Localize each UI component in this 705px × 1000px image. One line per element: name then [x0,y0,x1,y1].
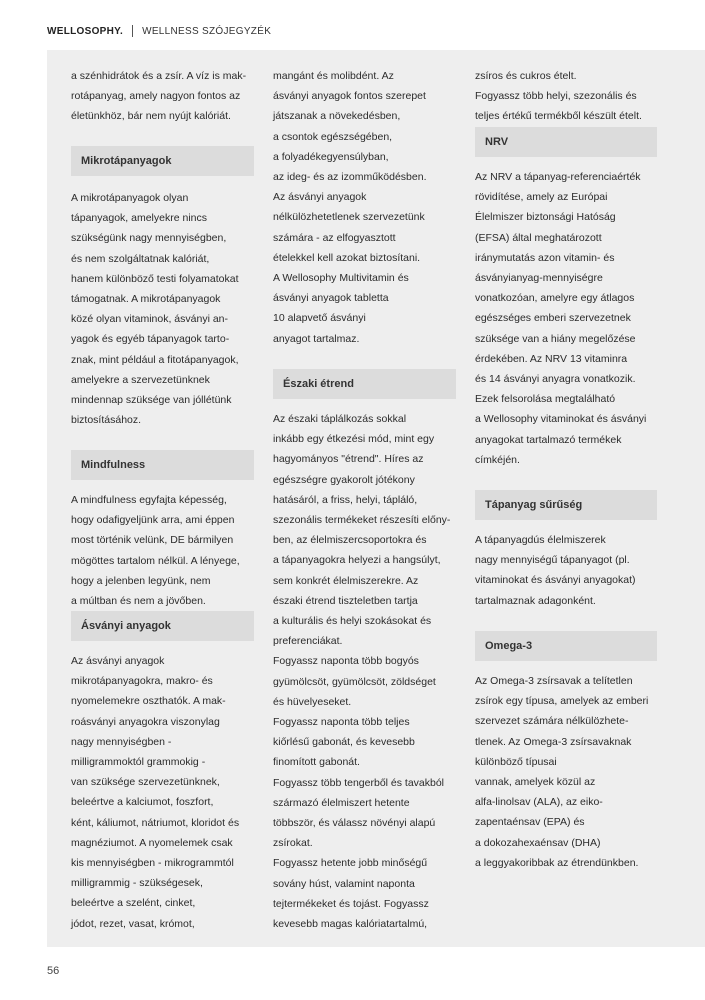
text-line: vitaminokat és ásványi anyagokat) [475,574,636,587]
section-text [273,409,465,934]
text-line: tartalmaznak adagonként. [475,594,596,607]
text-line: mindennap szüksége van jóllétünk [71,394,232,407]
text-line: ásványi anyagok tabletta [273,292,389,305]
text-line: közé olyan vitaminok, ásványi an- [71,313,228,326]
text-line: a tápanyagokra helyezi a hangsúlyt, [273,554,441,567]
text-line: ként, káliumot, nátriumot, kloridot és [71,816,240,829]
text-line: A tápanyagdús élelmiszerek [475,534,606,546]
text-line: roásványi anyagokra viszonylag [71,715,220,728]
text-line: teljes értékű termékből készült ételt. [475,110,642,123]
text-line: ételekkel kell azokat biztosítani. [273,251,421,264]
section-text [475,671,665,873]
text-line: életünkhöz, bár nem nyújt kalóriát. [71,110,231,123]
text-line: a dokozahexaénsav (DHA) [475,836,601,849]
text-line: anyagokat tartalmazó termékek [475,433,622,446]
text-line: hatásáról, a friss, helyi, tápláló, [273,493,418,506]
text-line: zapentaénsav (EPA) és [475,816,585,829]
header-divider [132,25,133,37]
text-line: preferenciákat. [273,635,343,648]
text-line: szervezet számára nélkülözhete- [475,715,629,728]
text-line: zsírok egy típusa, amelyek az emberi [475,695,649,708]
section-heading-mindfulness: Mindfulness [71,450,254,480]
column-3 [475,66,665,127]
text-line: szüksége van a hiány megelőzése [475,332,636,345]
section-body-tapanyag-suruseg [475,530,665,611]
text-line: különböző típusai [475,755,557,768]
text-line: az ideg- és az izomműködésben. [273,171,427,184]
text-line: Élelmiszer biztonsági Hatóság [475,211,616,224]
col1-intro [71,66,261,127]
section-body-eszaki-etrend [273,409,465,934]
text-line: most történik velünk, DE bármilyen [71,534,234,547]
text-line: sovány húst, valamint naponta [273,877,415,890]
text-line: A mindfulness egyfajta képesség, [71,494,227,506]
text-line: a Wellosophy vitaminokat és ásványi [475,413,647,426]
text-line: a szénhidrátok és a zsír. A víz is mak- [71,70,247,82]
text-line: sem konkrét élelmiszerekre. Az [273,574,419,587]
text-line: gyümölcsöt, gyümölcsöt, zöldséget [273,675,436,688]
text-line: van szüksége szervezetünknek, [71,776,220,789]
text-line: a csontok egészségében, [273,130,393,143]
text-line: nélkülözhetetlenek szervezetünk [273,211,425,224]
text-line: (EFSA) által meghatározott [475,231,602,244]
text-line: érdekében. Az NRV 13 vitaminra [475,352,628,365]
text-line: északi étrend tiszteletben tartja [273,594,418,607]
text-line: támogatnak. A mikrotápanyagok [71,293,221,306]
text-line: milligrammoktól grammokig - [71,756,206,769]
text-line: és nem szolgáltatnak kalóriát, [71,252,210,265]
section-body-mindfulness [71,490,261,611]
section-body-mikrotapanyagok [71,188,261,430]
text-line: A mikrotápanyagok olyan [71,192,189,204]
text-line: vonatkozóan, amelyre egy átlagos [475,292,635,305]
brand-logo: WELLOSOPHY. [47,25,124,37]
text-line: hogy a jelenben legyünk, nem [71,574,211,587]
section-heading-eszaki-etrend: Északi étrend [273,369,456,399]
text-line: biztosításához. [71,414,142,427]
text-line: ásványianyag-mennyiségre [475,272,603,285]
text-line: vannak, amelyek közül az [475,776,596,789]
text-line: nagy mennyiségben - [71,735,172,748]
section-text [475,530,665,611]
text-line: játszanak a növekedésben, [273,110,401,123]
text-line: számára - az elfogyasztott [273,231,396,244]
section-text [475,167,665,470]
text-line: Fogyassz több helyi, szezonális és [475,90,637,103]
col2-intro [273,66,465,349]
text-line: és hüvelyeseket. [273,695,352,708]
text-line: és 14 ásványi anyagra vonatkozik. [475,373,636,386]
text-line: mikrotápanyagokra, makro- és [71,675,213,688]
header-title: WELLNESS SZÓJEGYZÉK [142,25,272,37]
text-line: beleértve a kalciumot, foszfort, [71,796,214,809]
section-body-nrv [475,167,665,470]
text-line: finomított gabonát. [273,756,360,769]
text-line: Az Omega-3 zsírsavak a telítetlen [475,675,633,687]
text-line: 10 alapvető ásványi [273,312,366,325]
text-line: kevesebb magas kalóriatartalmú, [273,918,428,931]
text-line: egészséges emberi szervezetnek [475,312,631,325]
text-line: zsíros és cukros ételt. [475,70,577,82]
section-body-omega-3 [475,671,665,873]
text-line: kiőrlésű gabonát, és kevesebb [273,736,415,749]
text-line: Fogyassz naponta több teljes [273,716,410,729]
text-line: címkéjén. [475,453,520,466]
text-line: mögöttes tartalom nélkül. A lényege, [71,554,240,567]
section-text [71,651,261,934]
text-line: a leggyakoribbak az étrendünkben. [475,856,639,869]
page-number: 56 [47,965,60,977]
text-line: hogy odafigyeljünk arra, ami éppen [71,514,235,527]
text-line: Az ásványi anyagok [71,655,165,667]
text-line: iránymutatás azon vitamin- és [475,251,615,264]
text-line: rövidítése, amely az Európai [475,191,608,204]
text-line: Ezek felsorolása megtalálható [475,393,616,406]
column-2 [273,66,465,349]
text-line: inkább egy étkezési mód, mint egy [273,433,435,446]
text-line: a múltban és nem a jövőben. [71,595,206,608]
text-line: milligrammig - szükségesek, [71,877,203,890]
column-1 [71,66,261,127]
text-line: Fogyassz hetente jobb minőségű [273,857,428,870]
text-line: Az északi táplálkozás sokkal [273,413,407,425]
text-line: nyomelemekre oszthatók. A mak- [71,695,226,708]
text-line: znak, mint például a fitotápanyagok, [71,353,239,366]
section-body-asvanyi-anyagok [71,651,261,934]
text-line: Fogyassz naponta több bogyós [273,655,419,668]
page-header [47,24,271,38]
text-line: mangánt és molibdént. Az [273,70,394,82]
text-line: A Wellosophy Multivitamin és [273,272,409,285]
text-line: tápanyagok, amelyekre nincs [71,212,207,225]
section-heading-nrv: NRV [475,127,657,157]
text-line: a kulturális és helyi szokásokat és [273,615,432,628]
section-heading-tapanyag-suruseg: Tápanyag sűrűség [475,490,657,520]
section-text [71,188,261,430]
section-heading-asvanyi-anyagok: Ásványi anyagok [71,611,254,641]
text-line: a folyadékegyensúlyban, [273,150,389,163]
col3-intro [475,66,665,127]
text-line: hanem különböző testi folyamatokat [71,272,239,285]
text-line: jódot, rezet, vasat, krómot, [71,917,195,930]
text-line: alfa-linolsav (ALA), az eiko- [475,796,603,809]
text-line: Az ásványi anyagok [273,191,367,204]
text-line: egészségre gyakorolt jótékony [273,473,415,486]
text-line: nagy mennyiségű tápanyagot (pl. [475,554,630,567]
text-line: kis mennyiségben - mikrogrammtól [71,857,234,870]
text-line: szezonális termékeket részesíti előny- [273,514,451,527]
text-line: rotápanyag, amely nagyon fontos az [71,90,241,103]
text-line: magnéziumot. A nyomelemek csak [71,836,233,849]
text-line: ben, az élelmiszercsoportokra és [273,534,427,547]
text-line: hagyományos "étrend". Híres az [273,453,424,466]
text-line: ásványi anyagok fontos szerepet [273,90,426,103]
text-line: zsírokat. [273,837,313,850]
text-line: származó élelmiszert hetente [273,796,410,809]
text-line: tejtermékeket és tojást. Fogyassz [273,897,429,910]
text-line: szükségünk nagy mennyiségben, [71,232,227,245]
section-heading-mikrotapanyagok: Mikrotápanyagok [71,146,254,176]
section-text [71,490,261,611]
text-line: amelyekre a szervezetünknek [71,373,210,386]
text-line: anyagot tartalmaz. [273,332,360,345]
text-line: tlenek. Az Omega-3 zsírsavaknak [475,735,632,748]
text-line: beleértve a szelént, cinket, [71,897,196,910]
text-line: Az NRV a tápanyag-referenciaérték [475,171,641,183]
section-heading-omega-3: Omega-3 [475,631,657,661]
text-line: Fogyassz több tengerből és tavakból [273,776,445,789]
text-line: többször, és válassz növényi alapú [273,817,436,830]
text-line: yagok és egyéb tápanyagok tarto- [71,333,230,346]
